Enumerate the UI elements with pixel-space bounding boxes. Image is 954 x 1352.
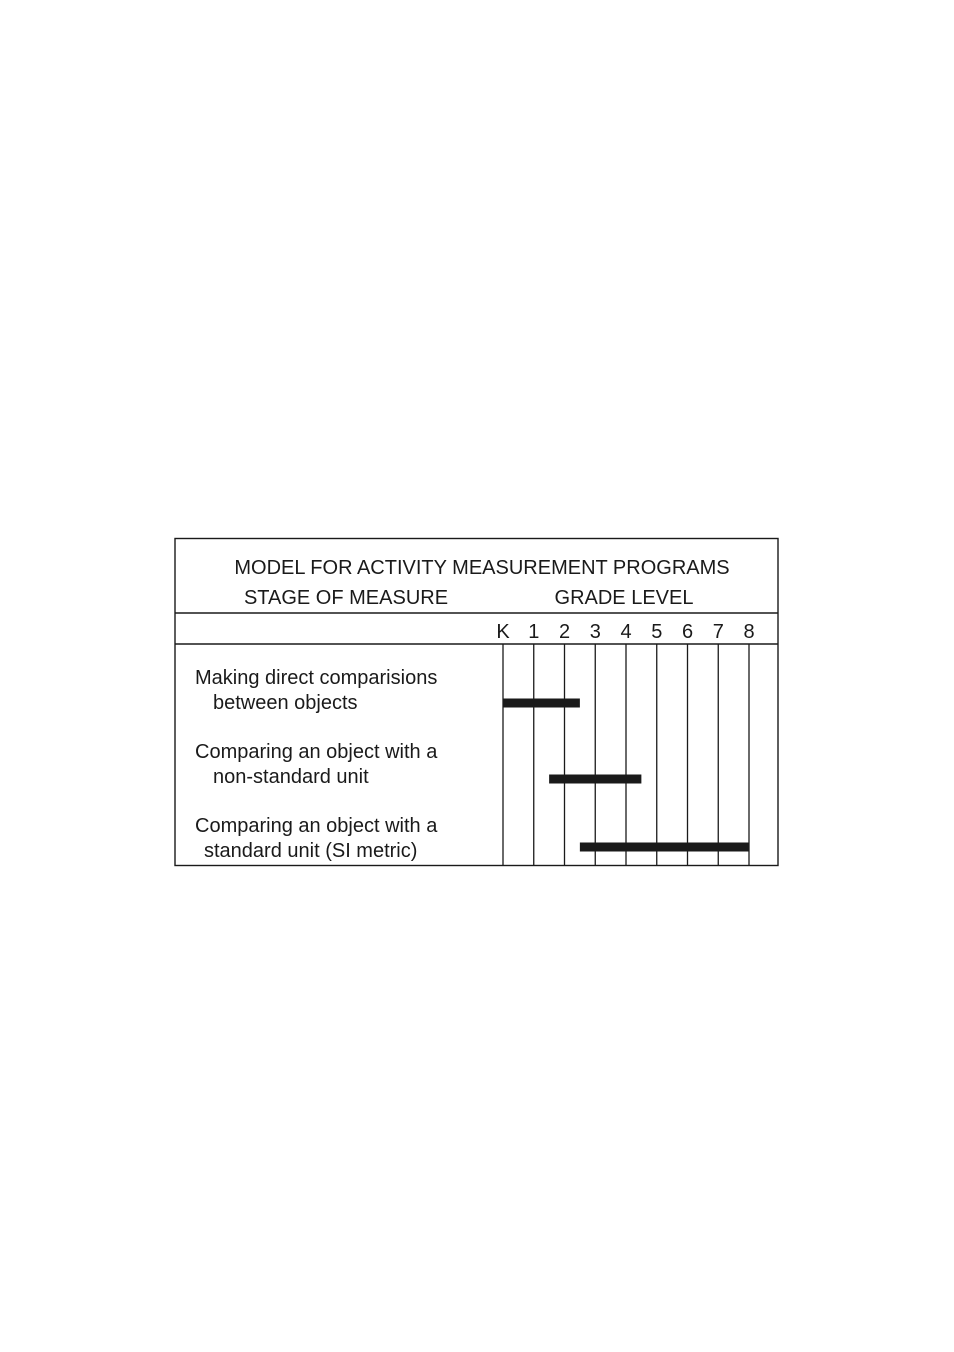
tick-label-grade-5: 5 bbox=[651, 621, 663, 643]
stage-label-row-1-line-1: Making direct comparisions bbox=[195, 667, 438, 689]
tick-label-grade-6: 6 bbox=[681, 621, 694, 643]
grade-range-bar-row-3 bbox=[580, 843, 749, 852]
tick-label-grade-2: 2 bbox=[558, 621, 571, 643]
grade-level-header: GRADE LEVEL bbox=[554, 587, 694, 609]
stage-label-row-3-line-2: standard unit (SI metric) bbox=[204, 840, 418, 862]
stage-of-measure-header: STAGE OF MEASURE bbox=[243, 587, 449, 609]
grade-range-bar-row-2 bbox=[549, 775, 641, 784]
stage-label-row-2-line-2: non-standard unit bbox=[213, 766, 369, 788]
tick-label-grade-8: 8 bbox=[743, 621, 755, 643]
tick-label-grade-4: 4 bbox=[620, 621, 632, 643]
tick-label-grade-k: K bbox=[496, 621, 510, 643]
stage-label-row-3-line-1: Comparing an object with a bbox=[195, 815, 438, 837]
stage-labels bbox=[195, 667, 438, 862]
stage-label-row-1-line-2: between objects bbox=[213, 692, 358, 714]
tick-label-grade-7: 7 bbox=[712, 621, 724, 643]
tick-label-grade-3: 3 bbox=[589, 621, 601, 643]
stage-label-row-2-line-1: Comparing an object with a bbox=[195, 741, 438, 763]
grade-gridlines bbox=[503, 644, 749, 865]
tick-label-grade-1: 1 bbox=[528, 621, 540, 643]
grade-tick-labels bbox=[496, 621, 754, 643]
grade-range-bar-row-1 bbox=[503, 699, 580, 708]
chart-title: MODEL FOR ACTIVITY MEASUREMENT PROGRAMS bbox=[234, 557, 730, 579]
